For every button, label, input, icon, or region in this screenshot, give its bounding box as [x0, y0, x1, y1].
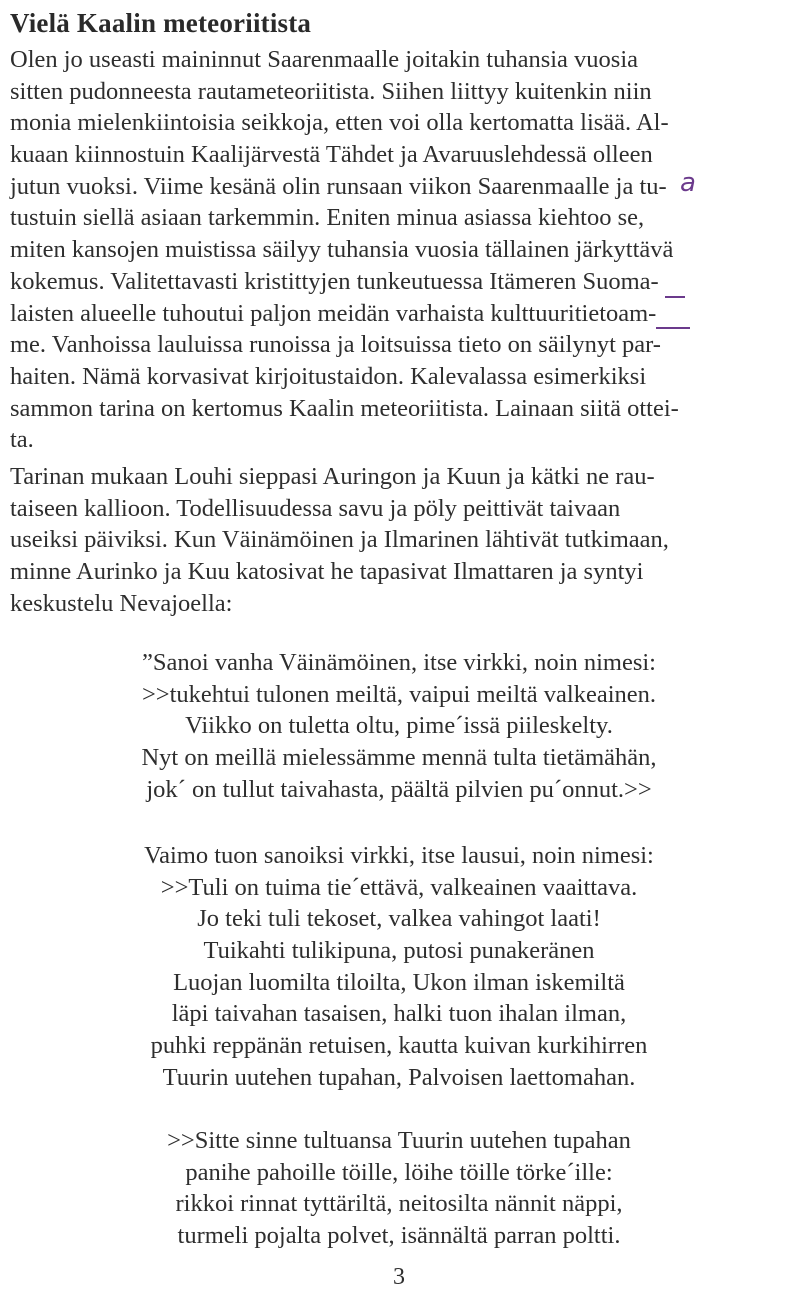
text-line: jutun vuoksi. Viime kesänä olin runsaan viikon Saarenmaalle ja tu-: [10, 172, 667, 200]
text-line: tustuin siellä asiaan tarkemmin. Eniten minua asiassa kiehtoo se,: [10, 204, 645, 232]
poem-line: rikkoi rinnat tyttäriltä, neitosilta nännit näppi,: [175, 1190, 623, 1218]
text-line: kuaan kiinnostuin Kaalijärvestä Tähdet ja Avaruuslehdessä olleen: [10, 141, 653, 169]
poem-line: >>Sitte sinne tultuansa Tuurin uutehen tupahan: [167, 1127, 631, 1154]
paragraph-2: [10, 461, 790, 619]
poem-stanza-1: [0, 647, 798, 805]
text-line: Tarinan mukaan Louhi sieppasi Auringon ja Kuun ja kätki ne rau-: [10, 463, 655, 490]
text-line: kokemus. Valitettavasti kristittyjen tunkeutuessa Itämeren Suoma-: [10, 267, 659, 295]
text-line: laisten alueelle tuhoutui paljon meidän varhaista kulttuuritietoam-: [10, 299, 657, 327]
poem-line: Vaimo tuon sanoiksi virkki, itse lausui, noin nimesi:: [144, 842, 654, 869]
poem-stanza-3: [0, 1125, 798, 1252]
poem-line: ”Sanoi vanha Väinämöinen, itse virkki, noin nimesi:: [142, 649, 656, 676]
poem-line: läpi taivahan tasaisen, halki tuon ihalan ilman,: [171, 1000, 627, 1028]
article-title: Vielä Kaalin meteoriitista: [10, 8, 312, 38]
poem-line: panihe pahoille töille, löihe töille törke´ille:: [185, 1158, 613, 1186]
page-number: 3: [393, 1264, 405, 1290]
text-line: Olen jo useasti maininnut Saarenmaalle joitakin tuhansia vuosia: [10, 46, 639, 73]
poem-line: jok´ on tullut taivahasta, päältä pilvien pu´onnut.>>: [146, 775, 652, 803]
poem-line: >>tukehtui tulonen meiltä, vaipui meiltä valkeainen.: [141, 680, 657, 708]
text-line: keskustelu Nevajoella:: [10, 589, 233, 617]
text-line: miten kansojen muistissa säilyy tuhansia vuosia tällainen järkyttävä: [10, 236, 674, 264]
poem-line: Tuurin uutehen tupahan, Palvoisen laettomahan.: [162, 1063, 636, 1091]
text-line: useiksi päiviksi. Kun Väinämöinen ja Ilmarinen lähtivät tutkimaan,: [10, 526, 669, 554]
paragraph-1: [10, 44, 790, 456]
poem-line: >>Tuli on tuima tie´ettävä, valkeainen vaaittava.: [160, 873, 638, 901]
text-line: sammon tarina on kertomus Kaalin meteoriitista. Lainaan siitä ottei-: [10, 394, 679, 422]
poem-stanza-2: [0, 840, 798, 1094]
handwritten-underline: [656, 327, 690, 329]
text-line: sitten pudonneesta rautameteoriitista. Siihen liittyy kuitenkin niin: [10, 77, 652, 105]
poem-line: Luojan luomilta tiloilta, Ukon ilman iskemiltä: [173, 968, 625, 996]
poem-line: turmeli pojalta polvet, isännältä parran poltti.: [177, 1222, 621, 1250]
text-line: me. Vanhoissa lauluissa runoissa ja loitsuissa tieto on säilynyt par-: [10, 331, 661, 359]
text-line: minne Aurinko ja Kuu katosivat he tapasivat Ilmattaren ja syntyi: [10, 558, 644, 586]
poem-line: puhki reppänän retuisen, kautta kuivan kurkihirren: [150, 1032, 648, 1060]
handwritten-correction-mark: a: [680, 168, 696, 198]
text-line: monia mielenkiintoisia seikkoja, etten voi olla kertomatta lisää. Al-: [10, 109, 669, 137]
text-line: haiten. Nämä korvasivat kirjoitustaidon. Kalevalassa esimerkiksi: [10, 362, 647, 390]
poem-line: Viikko on tuletta oltu, pime´issä piileskelty.: [185, 712, 613, 740]
poem-line: Jo teki tuli tekoset, valkea vahingot laati!: [197, 905, 601, 933]
handwritten-underline: [665, 296, 685, 298]
poem-line: Tuikahti tulikipuna, putosi punakeränen: [203, 937, 595, 965]
text-line: taiseen kallioon. Todellisuudessa savu ja pöly peittivät taivaan: [10, 494, 621, 522]
poem-line: Nyt on meillä mielessämme mennä tulta tietämähän,: [141, 744, 657, 772]
text-line: ta.: [10, 426, 34, 454]
